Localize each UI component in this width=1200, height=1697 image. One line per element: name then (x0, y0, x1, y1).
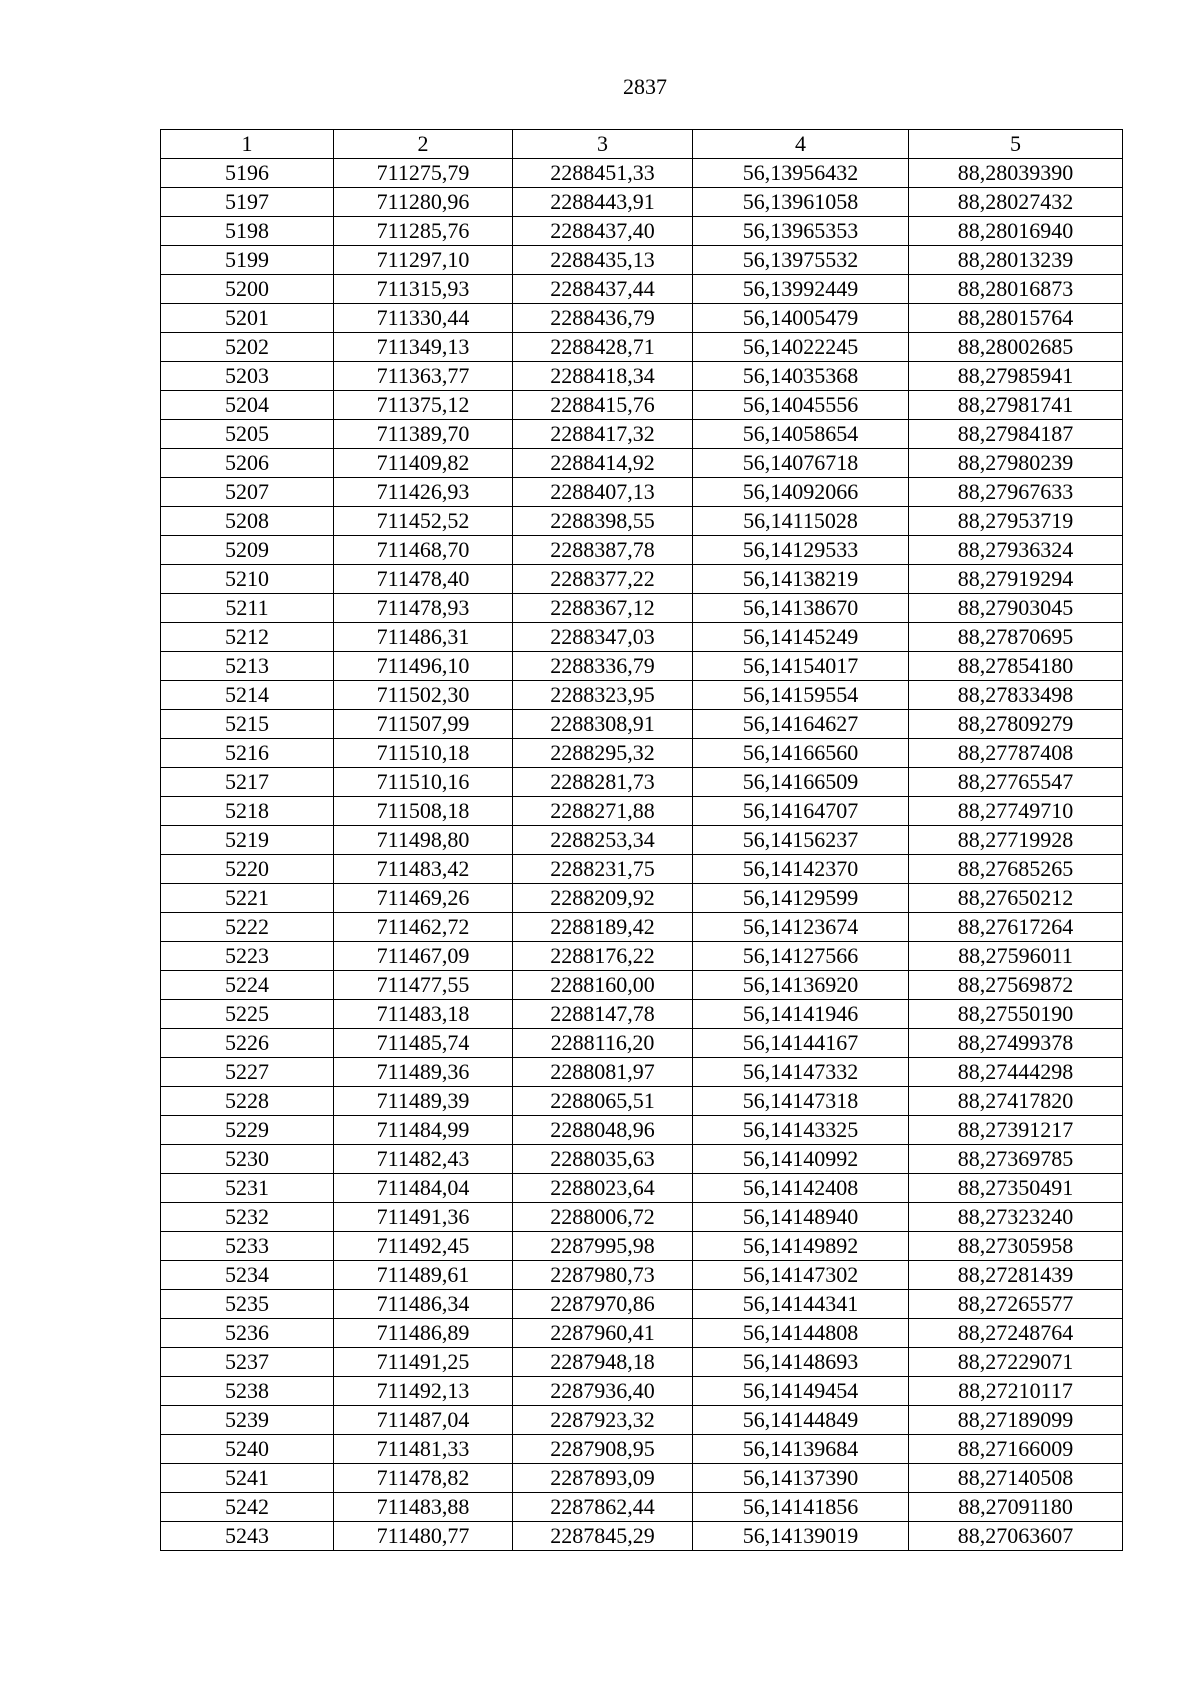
latitude-cell: 56,14045556 (693, 391, 909, 420)
x-coordinate-cell: 711489,61 (334, 1261, 513, 1290)
y-coordinate-cell: 2287908,95 (513, 1435, 693, 1464)
point-number-cell: 5235 (161, 1290, 334, 1319)
x-coordinate-cell: 711468,70 (334, 536, 513, 565)
y-coordinate-cell: 2288367,12 (513, 594, 693, 623)
longitude-cell: 88,27229071 (909, 1348, 1123, 1377)
point-number-cell: 5226 (161, 1029, 334, 1058)
x-coordinate-cell: 711482,43 (334, 1145, 513, 1174)
latitude-cell: 56,13961058 (693, 188, 909, 217)
table-row (161, 1232, 1123, 1261)
point-number-cell: 5199 (161, 246, 334, 275)
longitude-cell: 88,27305958 (909, 1232, 1123, 1261)
point-number-cell: 5213 (161, 652, 334, 681)
table-row (161, 478, 1123, 507)
longitude-cell: 88,27980239 (909, 449, 1123, 478)
longitude-cell: 88,27248764 (909, 1319, 1123, 1348)
x-coordinate-cell: 711280,96 (334, 188, 513, 217)
longitude-cell: 88,27166009 (909, 1435, 1123, 1464)
x-coordinate-cell: 711486,31 (334, 623, 513, 652)
table-row (161, 855, 1123, 884)
table-row (161, 304, 1123, 333)
point-number-cell: 5228 (161, 1087, 334, 1116)
y-coordinate-cell: 2288451,33 (513, 159, 693, 188)
latitude-cell: 56,14149454 (693, 1377, 909, 1406)
x-coordinate-cell: 711483,18 (334, 1000, 513, 1029)
column-header-2: 2 (334, 130, 513, 159)
latitude-cell: 56,14142370 (693, 855, 909, 884)
y-coordinate-cell: 2288377,22 (513, 565, 693, 594)
latitude-cell: 56,14143325 (693, 1116, 909, 1145)
longitude-cell: 88,27936324 (909, 536, 1123, 565)
y-coordinate-cell: 2288407,13 (513, 478, 693, 507)
longitude-cell: 88,27499378 (909, 1029, 1123, 1058)
x-coordinate-cell: 711467,09 (334, 942, 513, 971)
table-row (161, 246, 1123, 275)
latitude-cell: 56,13992449 (693, 275, 909, 304)
y-coordinate-cell: 2287845,29 (513, 1522, 693, 1551)
point-number-cell: 5240 (161, 1435, 334, 1464)
point-number-cell: 5210 (161, 565, 334, 594)
latitude-cell: 56,14154017 (693, 652, 909, 681)
point-number-cell: 5222 (161, 913, 334, 942)
y-coordinate-cell: 2288414,92 (513, 449, 693, 478)
point-number-cell: 5229 (161, 1116, 334, 1145)
x-coordinate-cell: 711508,18 (334, 797, 513, 826)
longitude-cell: 88,27369785 (909, 1145, 1123, 1174)
latitude-cell: 56,14144167 (693, 1029, 909, 1058)
latitude-cell: 56,14156237 (693, 826, 909, 855)
latitude-cell: 56,14136920 (693, 971, 909, 1000)
point-number-cell: 5233 (161, 1232, 334, 1261)
y-coordinate-cell: 2288116,20 (513, 1029, 693, 1058)
latitude-cell: 56,14142408 (693, 1174, 909, 1203)
table-row (161, 1319, 1123, 1348)
table-row (161, 797, 1123, 826)
table-row (161, 826, 1123, 855)
y-coordinate-cell: 2288271,88 (513, 797, 693, 826)
longitude-cell: 88,27569872 (909, 971, 1123, 1000)
table-row (161, 1348, 1123, 1377)
longitude-cell: 88,27444298 (909, 1058, 1123, 1087)
longitude-cell: 88,27953719 (909, 507, 1123, 536)
y-coordinate-cell: 2287995,98 (513, 1232, 693, 1261)
y-coordinate-cell: 2287960,41 (513, 1319, 693, 1348)
table-row (161, 739, 1123, 768)
longitude-cell: 88,27787408 (909, 739, 1123, 768)
table-row (161, 942, 1123, 971)
point-number-cell: 5220 (161, 855, 334, 884)
latitude-cell: 56,14129533 (693, 536, 909, 565)
x-coordinate-cell: 711492,45 (334, 1232, 513, 1261)
longitude-cell: 88,27854180 (909, 652, 1123, 681)
table-row (161, 1435, 1123, 1464)
latitude-cell: 56,13975532 (693, 246, 909, 275)
x-coordinate-cell: 711510,18 (334, 739, 513, 768)
x-coordinate-cell: 711478,93 (334, 594, 513, 623)
longitude-cell: 88,27265577 (909, 1290, 1123, 1319)
latitude-cell: 56,14138219 (693, 565, 909, 594)
point-number-cell: 5215 (161, 710, 334, 739)
y-coordinate-cell: 2288323,95 (513, 681, 693, 710)
y-coordinate-cell: 2288347,03 (513, 623, 693, 652)
table-row (161, 768, 1123, 797)
y-coordinate-cell: 2288147,78 (513, 1000, 693, 1029)
column-header-4: 4 (693, 130, 909, 159)
table-row (161, 710, 1123, 739)
latitude-cell: 56,14127566 (693, 942, 909, 971)
point-number-cell: 5201 (161, 304, 334, 333)
latitude-cell: 56,14137390 (693, 1464, 909, 1493)
longitude-cell: 88,27870695 (909, 623, 1123, 652)
x-coordinate-cell: 711315,93 (334, 275, 513, 304)
longitude-cell: 88,27984187 (909, 420, 1123, 449)
y-coordinate-cell: 2287893,09 (513, 1464, 693, 1493)
longitude-cell: 88,27323240 (909, 1203, 1123, 1232)
longitude-cell: 88,27919294 (909, 565, 1123, 594)
latitude-cell: 56,14159554 (693, 681, 909, 710)
point-number-cell: 5216 (161, 739, 334, 768)
x-coordinate-cell: 711492,13 (334, 1377, 513, 1406)
longitude-cell: 88,27809279 (909, 710, 1123, 739)
y-coordinate-cell: 2288048,96 (513, 1116, 693, 1145)
latitude-cell: 56,14144849 (693, 1406, 909, 1435)
point-number-cell: 5243 (161, 1522, 334, 1551)
latitude-cell: 56,14123674 (693, 913, 909, 942)
x-coordinate-cell: 711285,76 (334, 217, 513, 246)
y-coordinate-cell: 2288398,55 (513, 507, 693, 536)
table-row (161, 275, 1123, 304)
table-row (161, 217, 1123, 246)
point-number-cell: 5204 (161, 391, 334, 420)
x-coordinate-cell: 711297,10 (334, 246, 513, 275)
table-row (161, 391, 1123, 420)
point-number-cell: 5203 (161, 362, 334, 391)
point-number-cell: 5202 (161, 333, 334, 362)
y-coordinate-cell: 2288023,64 (513, 1174, 693, 1203)
latitude-cell: 56,14147318 (693, 1087, 909, 1116)
longitude-cell: 88,27391217 (909, 1116, 1123, 1145)
latitude-cell: 56,14022245 (693, 333, 909, 362)
table-row (161, 420, 1123, 449)
x-coordinate-cell: 711510,16 (334, 768, 513, 797)
longitude-cell: 88,27967633 (909, 478, 1123, 507)
latitude-cell: 56,14166509 (693, 768, 909, 797)
point-number-cell: 5232 (161, 1203, 334, 1232)
latitude-cell: 56,14140992 (693, 1145, 909, 1174)
point-number-cell: 5217 (161, 768, 334, 797)
y-coordinate-cell: 2287936,40 (513, 1377, 693, 1406)
y-coordinate-cell: 2288387,78 (513, 536, 693, 565)
column-header-3: 3 (513, 130, 693, 159)
x-coordinate-cell: 711491,25 (334, 1348, 513, 1377)
point-number-cell: 5224 (161, 971, 334, 1000)
table-row (161, 1464, 1123, 1493)
y-coordinate-cell: 2288281,73 (513, 768, 693, 797)
y-coordinate-cell: 2288443,91 (513, 188, 693, 217)
y-coordinate-cell: 2288415,76 (513, 391, 693, 420)
longitude-cell: 88,27550190 (909, 1000, 1123, 1029)
latitude-cell: 56,14035368 (693, 362, 909, 391)
point-number-cell: 5196 (161, 159, 334, 188)
point-number-cell: 5219 (161, 826, 334, 855)
latitude-cell: 56,14144341 (693, 1290, 909, 1319)
latitude-cell: 56,14148940 (693, 1203, 909, 1232)
point-number-cell: 5231 (161, 1174, 334, 1203)
point-number-cell: 5205 (161, 420, 334, 449)
x-coordinate-cell: 711483,88 (334, 1493, 513, 1522)
latitude-cell: 56,14092066 (693, 478, 909, 507)
y-coordinate-cell: 2288065,51 (513, 1087, 693, 1116)
x-coordinate-cell: 711477,55 (334, 971, 513, 1000)
y-coordinate-cell: 2288006,72 (513, 1203, 693, 1232)
x-coordinate-cell: 711484,04 (334, 1174, 513, 1203)
latitude-cell: 56,14166560 (693, 739, 909, 768)
longitude-cell: 88,27417820 (909, 1087, 1123, 1116)
table-row (161, 1261, 1123, 1290)
x-coordinate-cell: 711363,77 (334, 362, 513, 391)
latitude-cell: 56,14147302 (693, 1261, 909, 1290)
x-coordinate-cell: 711330,44 (334, 304, 513, 333)
y-coordinate-cell: 2288437,44 (513, 275, 693, 304)
point-number-cell: 5207 (161, 478, 334, 507)
table-row (161, 1058, 1123, 1087)
x-coordinate-cell: 711498,80 (334, 826, 513, 855)
x-coordinate-cell: 711483,42 (334, 855, 513, 884)
latitude-cell: 56,14148693 (693, 1348, 909, 1377)
table-row (161, 333, 1123, 362)
y-coordinate-cell: 2288189,42 (513, 913, 693, 942)
point-number-cell: 5198 (161, 217, 334, 246)
latitude-cell: 56,14129599 (693, 884, 909, 913)
point-number-cell: 5236 (161, 1319, 334, 1348)
table-header-row (161, 130, 1123, 159)
table-row (161, 652, 1123, 681)
x-coordinate-cell: 711502,30 (334, 681, 513, 710)
y-coordinate-cell: 2288308,91 (513, 710, 693, 739)
table-body (161, 159, 1123, 1551)
point-number-cell: 5227 (161, 1058, 334, 1087)
point-number-cell: 5221 (161, 884, 334, 913)
y-coordinate-cell: 2288253,34 (513, 826, 693, 855)
table-row (161, 594, 1123, 623)
latitude-cell: 56,13965353 (693, 217, 909, 246)
y-coordinate-cell: 2288435,13 (513, 246, 693, 275)
table-row (161, 1522, 1123, 1551)
point-number-cell: 5200 (161, 275, 334, 304)
latitude-cell: 56,14141856 (693, 1493, 909, 1522)
x-coordinate-cell: 711375,12 (334, 391, 513, 420)
latitude-cell: 56,14115028 (693, 507, 909, 536)
table-row (161, 1290, 1123, 1319)
latitude-cell: 56,14164627 (693, 710, 909, 739)
point-number-cell: 5218 (161, 797, 334, 826)
longitude-cell: 88,27650212 (909, 884, 1123, 913)
point-number-cell: 5242 (161, 1493, 334, 1522)
point-number-cell: 5197 (161, 188, 334, 217)
latitude-cell: 56,14076718 (693, 449, 909, 478)
x-coordinate-cell: 711480,77 (334, 1522, 513, 1551)
longitude-cell: 88,27985941 (909, 362, 1123, 391)
table-row (161, 1493, 1123, 1522)
x-coordinate-cell: 711469,26 (334, 884, 513, 913)
longitude-cell: 88,28016873 (909, 275, 1123, 304)
latitude-cell: 56,14149892 (693, 1232, 909, 1261)
x-coordinate-cell: 711389,70 (334, 420, 513, 449)
table-row (161, 1174, 1123, 1203)
x-coordinate-cell: 711426,93 (334, 478, 513, 507)
x-coordinate-cell: 711491,36 (334, 1203, 513, 1232)
x-coordinate-cell: 711409,82 (334, 449, 513, 478)
y-coordinate-cell: 2288418,34 (513, 362, 693, 391)
longitude-cell: 88,27833498 (909, 681, 1123, 710)
x-coordinate-cell: 711489,36 (334, 1058, 513, 1087)
latitude-cell: 56,14147332 (693, 1058, 909, 1087)
x-coordinate-cell: 711486,34 (334, 1290, 513, 1319)
table-row (161, 449, 1123, 478)
latitude-cell: 56,14164707 (693, 797, 909, 826)
x-coordinate-cell: 711496,10 (334, 652, 513, 681)
x-coordinate-cell: 711478,40 (334, 565, 513, 594)
y-coordinate-cell: 2287970,86 (513, 1290, 693, 1319)
longitude-cell: 88,27765547 (909, 768, 1123, 797)
x-coordinate-cell: 711487,04 (334, 1406, 513, 1435)
table-row (161, 536, 1123, 565)
x-coordinate-cell: 711485,74 (334, 1029, 513, 1058)
point-number-cell: 5234 (161, 1261, 334, 1290)
point-number-cell: 5237 (161, 1348, 334, 1377)
latitude-cell: 56,14139019 (693, 1522, 909, 1551)
longitude-cell: 88,27189099 (909, 1406, 1123, 1435)
y-coordinate-cell: 2288209,92 (513, 884, 693, 913)
y-coordinate-cell: 2288436,79 (513, 304, 693, 333)
y-coordinate-cell: 2288295,32 (513, 739, 693, 768)
longitude-cell: 88,28027432 (909, 188, 1123, 217)
latitude-cell: 56,14144808 (693, 1319, 909, 1348)
table-row (161, 971, 1123, 1000)
longitude-cell: 88,28002685 (909, 333, 1123, 362)
y-coordinate-cell: 2287862,44 (513, 1493, 693, 1522)
table-row (161, 362, 1123, 391)
point-number-cell: 5208 (161, 507, 334, 536)
column-header-1: 1 (161, 130, 334, 159)
longitude-cell: 88,28039390 (909, 159, 1123, 188)
point-number-cell: 5209 (161, 536, 334, 565)
x-coordinate-cell: 711486,89 (334, 1319, 513, 1348)
longitude-cell: 88,27596011 (909, 942, 1123, 971)
longitude-cell: 88,27140508 (909, 1464, 1123, 1493)
point-number-cell: 5239 (161, 1406, 334, 1435)
table-row (161, 1145, 1123, 1174)
latitude-cell: 56,14145249 (693, 623, 909, 652)
table-row (161, 884, 1123, 913)
latitude-cell: 56,13956432 (693, 159, 909, 188)
page-number: 2837 (623, 74, 667, 99)
point-number-cell: 5230 (161, 1145, 334, 1174)
y-coordinate-cell: 2288336,79 (513, 652, 693, 681)
x-coordinate-cell: 711462,72 (334, 913, 513, 942)
point-number-cell: 5211 (161, 594, 334, 623)
column-header-5: 5 (909, 130, 1123, 159)
longitude-cell: 88,27617264 (909, 913, 1123, 942)
table-row (161, 188, 1123, 217)
table-row (161, 565, 1123, 594)
longitude-cell: 88,27903045 (909, 594, 1123, 623)
point-number-cell: 5225 (161, 1000, 334, 1029)
coordinates-table (160, 129, 1123, 1551)
longitude-cell: 88,28015764 (909, 304, 1123, 333)
longitude-cell: 88,27063607 (909, 1522, 1123, 1551)
longitude-cell: 88,27719928 (909, 826, 1123, 855)
longitude-cell: 88,27981741 (909, 391, 1123, 420)
table-row (161, 913, 1123, 942)
y-coordinate-cell: 2288417,32 (513, 420, 693, 449)
x-coordinate-cell: 711489,39 (334, 1087, 513, 1116)
longitude-cell: 88,27091180 (909, 1493, 1123, 1522)
x-coordinate-cell: 711349,13 (334, 333, 513, 362)
y-coordinate-cell: 2287923,32 (513, 1406, 693, 1435)
x-coordinate-cell: 711481,33 (334, 1435, 513, 1464)
longitude-cell: 88,28013239 (909, 246, 1123, 275)
y-coordinate-cell: 2288160,00 (513, 971, 693, 1000)
table-row (161, 159, 1123, 188)
y-coordinate-cell: 2288176,22 (513, 942, 693, 971)
longitude-cell: 88,27749710 (909, 797, 1123, 826)
x-coordinate-cell: 711478,82 (334, 1464, 513, 1493)
latitude-cell: 56,14139684 (693, 1435, 909, 1464)
latitude-cell: 56,14141946 (693, 1000, 909, 1029)
longitude-cell: 88,27210117 (909, 1377, 1123, 1406)
x-coordinate-cell: 711275,79 (334, 159, 513, 188)
x-coordinate-cell: 711507,99 (334, 710, 513, 739)
longitude-cell: 88,27281439 (909, 1261, 1123, 1290)
y-coordinate-cell: 2288081,97 (513, 1058, 693, 1087)
point-number-cell: 5238 (161, 1377, 334, 1406)
latitude-cell: 56,14138670 (693, 594, 909, 623)
table-row (161, 1087, 1123, 1116)
table-row (161, 1000, 1123, 1029)
table-row (161, 1406, 1123, 1435)
y-coordinate-cell: 2288231,75 (513, 855, 693, 884)
x-coordinate-cell: 711484,99 (334, 1116, 513, 1145)
table-row (161, 507, 1123, 536)
longitude-cell: 88,27350491 (909, 1174, 1123, 1203)
y-coordinate-cell: 2287980,73 (513, 1261, 693, 1290)
y-coordinate-cell: 2288428,71 (513, 333, 693, 362)
table-row (161, 1029, 1123, 1058)
y-coordinate-cell: 2288035,63 (513, 1145, 693, 1174)
y-coordinate-cell: 2288437,40 (513, 217, 693, 246)
latitude-cell: 56,14058654 (693, 420, 909, 449)
table-row (161, 1377, 1123, 1406)
longitude-cell: 88,27685265 (909, 855, 1123, 884)
point-number-cell: 5223 (161, 942, 334, 971)
table-row (161, 1203, 1123, 1232)
point-number-cell: 5214 (161, 681, 334, 710)
table-row (161, 681, 1123, 710)
point-number-cell: 5241 (161, 1464, 334, 1493)
table-row (161, 1116, 1123, 1145)
point-number-cell: 5206 (161, 449, 334, 478)
y-coordinate-cell: 2287948,18 (513, 1348, 693, 1377)
latitude-cell: 56,14005479 (693, 304, 909, 333)
x-coordinate-cell: 711452,52 (334, 507, 513, 536)
point-number-cell: 5212 (161, 623, 334, 652)
table-row (161, 623, 1123, 652)
longitude-cell: 88,28016940 (909, 217, 1123, 246)
